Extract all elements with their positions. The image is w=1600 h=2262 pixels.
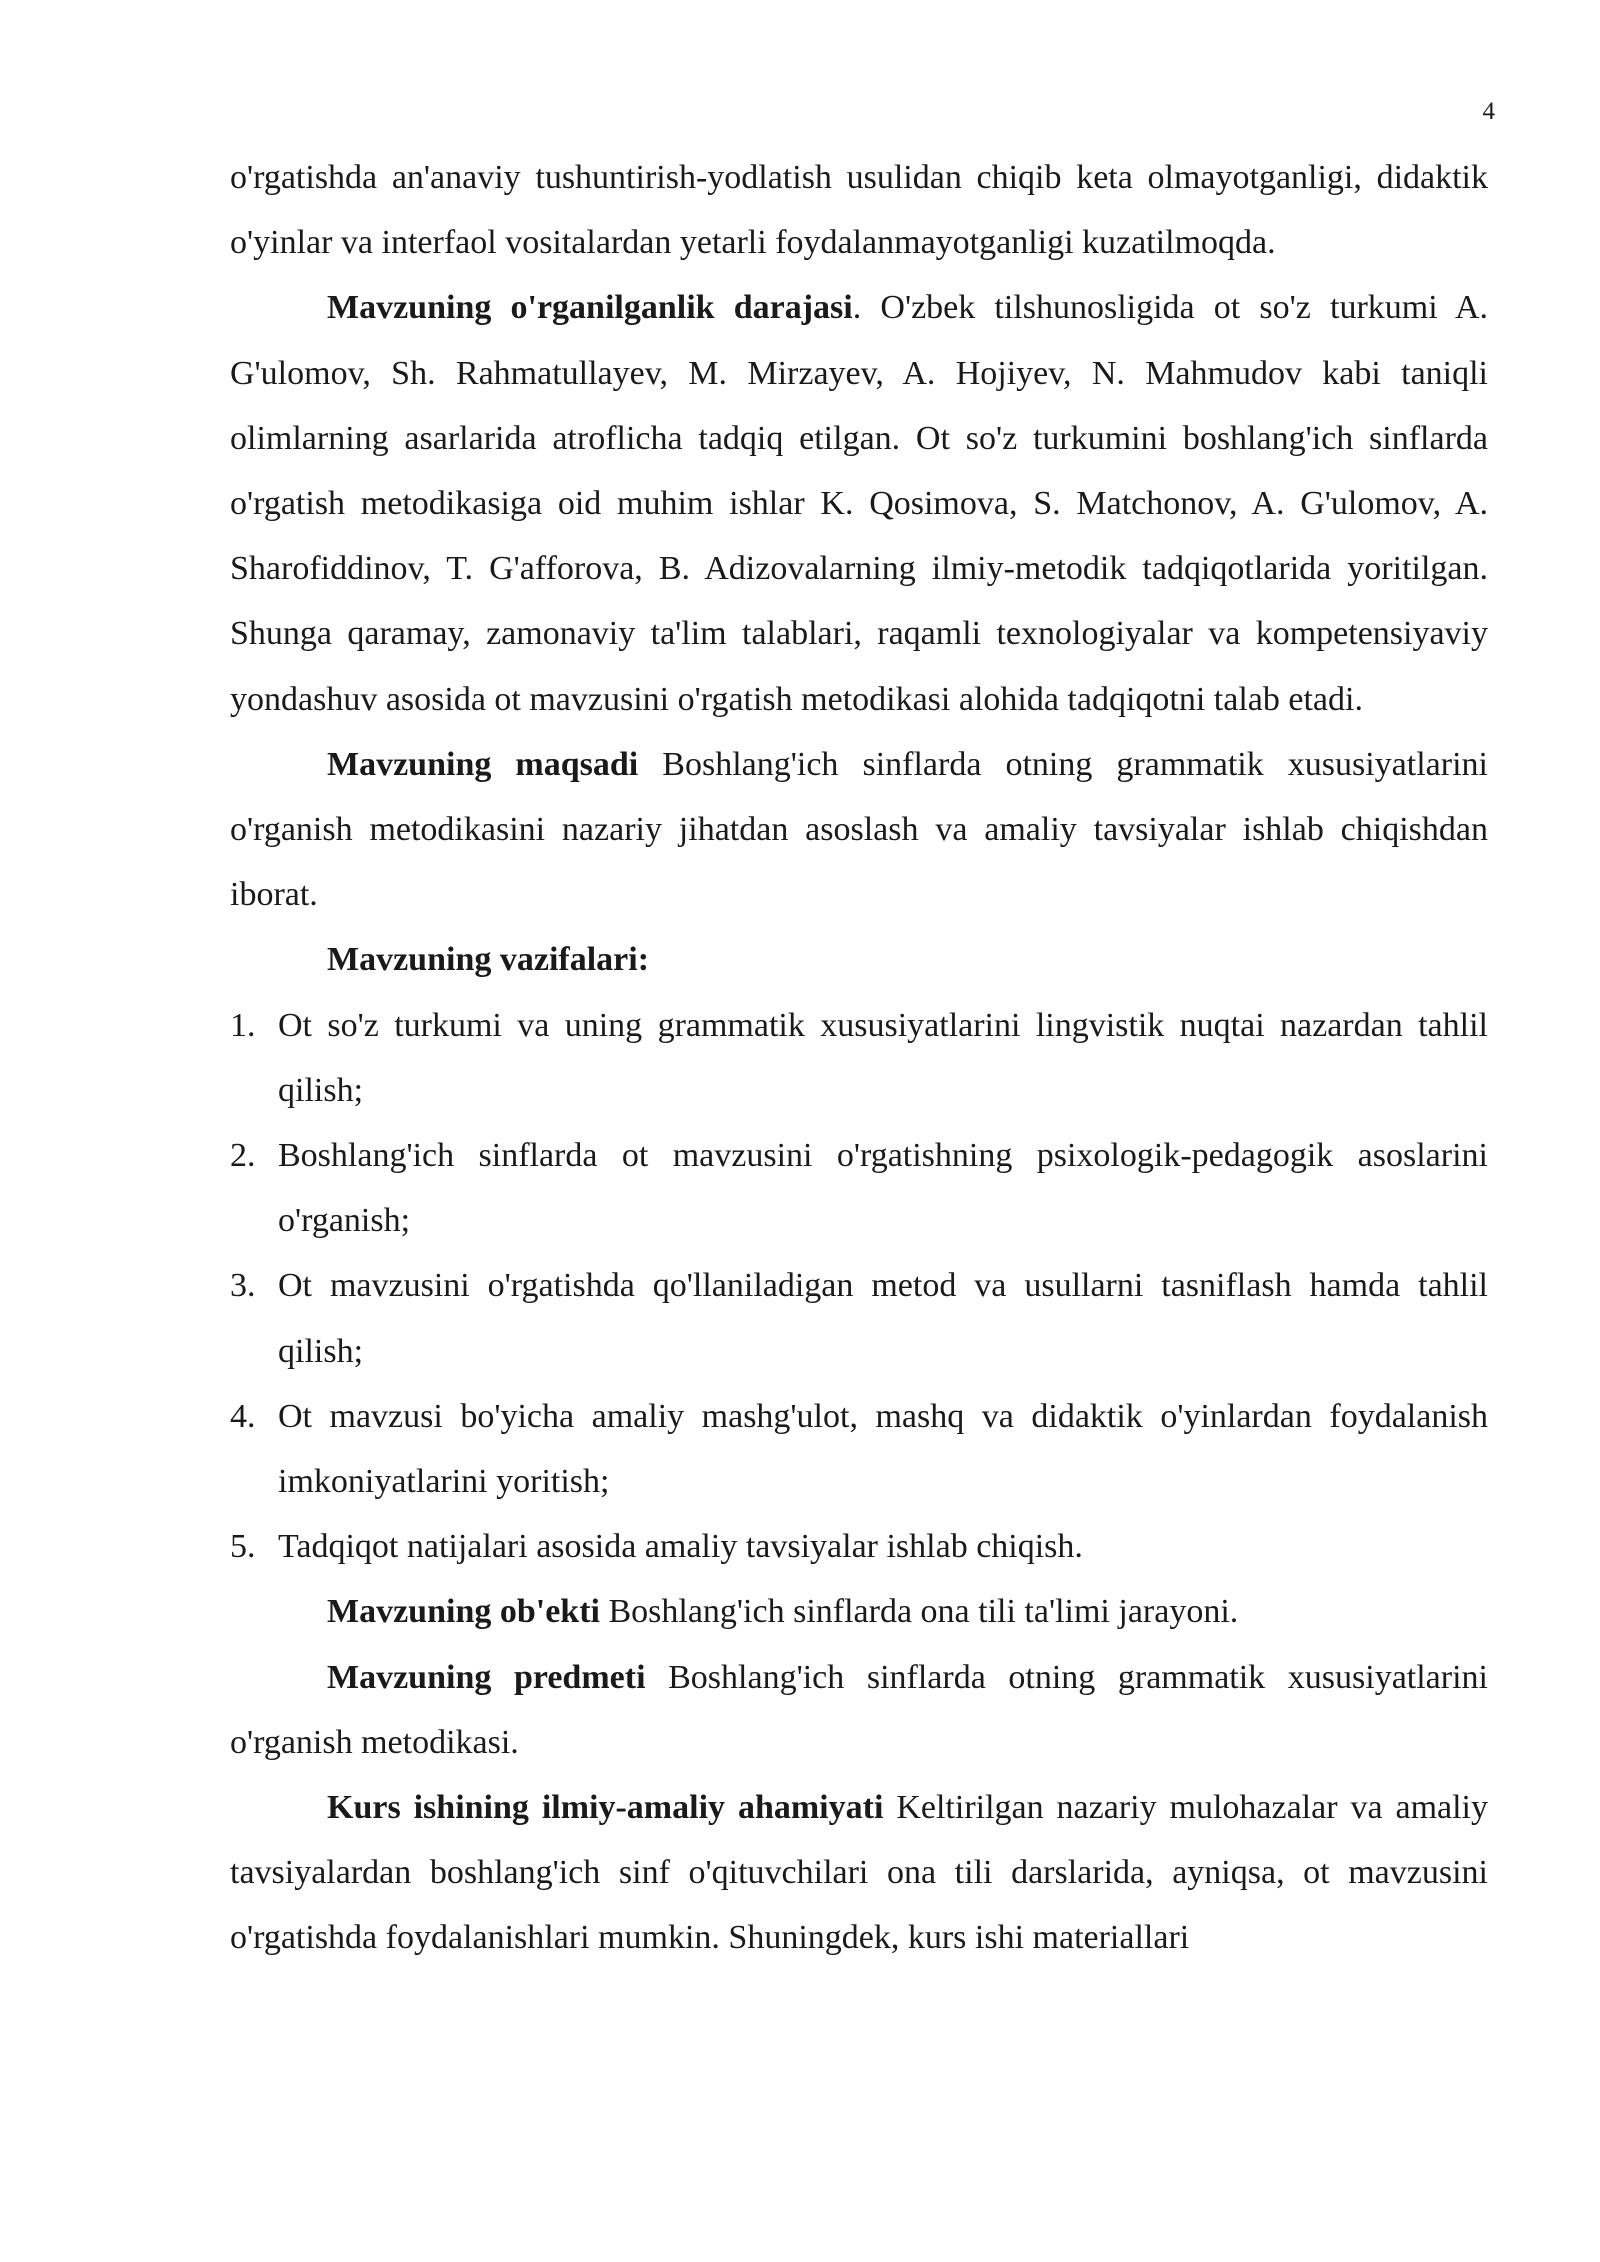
object-paragraph [230, 1579, 1488, 1644]
task-item-2 [230, 1123, 1488, 1253]
goal-text: Boshlang'ich sinflarda otning grammatik xususiyatlarini o'rganish metodikasini nazariy jihatdan asoslash va amaliy tavsiyalar ishlab chiqishdan iborat. [230, 745, 1488, 914]
task-text: Ot mavzusini o'rgatishda qo'llaniladigan metod va usullarni tasniflash hamda tahlil qilish; [278, 1267, 1488, 1370]
task-number: 5. [230, 1528, 256, 1566]
tasks-heading: Mavzuning vazifalari: [327, 941, 650, 979]
goal-label: Mavzuning maqsadi [327, 745, 639, 783]
task-item-4 [230, 1384, 1488, 1514]
task-item-5 [230, 1514, 1488, 1579]
object-text: Boshlang'ich sinflarda ona tili ta'limi jarayoni. [599, 1593, 1239, 1631]
task-number: 4. [230, 1397, 256, 1435]
task-item-3 [230, 1253, 1488, 1383]
task-text: Boshlang'ich sinflarda ot mavzusini o'rgatishning psixologik-pedagogik asoslarini o'rganish; [278, 1137, 1488, 1240]
task-text: Ot mavzusi bo'yicha amaliy mashg'ulot, mashq va didaktik o'yinlardan foydalanish imkoniyatlarini yoritish; [278, 1397, 1488, 1501]
task-number: 2. [230, 1137, 256, 1175]
tasks-list [230, 993, 1488, 1580]
significance-label: Kurs ishining ilmiy-amaliy ahamiyati [327, 1789, 884, 1827]
object-label: Mavzuning ob'ekti [327, 1593, 600, 1631]
study-level-text: . O'zbek tilshunosligida ot so'z turkumi A. G'ulomov, Sh. Rahmatullayev, M. Mirzayev, A. Hojiyev, N. Mahmudov kabi taniqli olimlarning asarlarida atroflicha tadqiq etilgan. Ot so'z turkumini boshlang'ich sinflarda o'rgatish metodikasiga oid muhim ishlar K. Qosimova, S. Matchonov, A. G'ulomov, A. Sharofiddinov, T. G'afforova, B. Adizovalarning ilmiy-metodik tadqiqotlarida yoritilgan. Shunga qaramay, zamonaviy ta'lim talablari, raqamli texnologiyalar va kompetensiyaviy yondashuv asosida ot mavzusini o'rgatish metodikasi alohida tadqiqotni talab etadi. [230, 289, 1489, 718]
subject-label: Mavzuning predmeti [327, 1658, 646, 1696]
task-item-1 [230, 993, 1488, 1123]
subject-paragraph [230, 1645, 1488, 1775]
task-number: 1. [230, 1006, 256, 1044]
task-text: Tadqiqot natijalari asosida amaliy tavsiyalar ishlab chiqish. [278, 1528, 1083, 1566]
intro-paragraph: o'rgatishda an'anaviy tushuntirish-yodlatish usulidan chiqib keta olmayotganligi, didaktik o'yinlar va interfaol vositalardan yetarli foydalanmayotganligi kuzatilmoqda. [230, 159, 1488, 262]
page-number: 4 [1482, 98, 1495, 125]
study-level-paragraph [230, 275, 1488, 731]
subject-text: Boshlang'ich sinflarda otning grammatik xususiyatlarini o'rganish metodikasi. [230, 1658, 1488, 1761]
goal-paragraph [230, 732, 1488, 928]
study-level-label: Mavzuning o'rganilganlik darajasi [327, 289, 853, 327]
task-number: 3. [230, 1267, 256, 1305]
significance-paragraph [230, 1775, 1488, 1971]
task-text: Ot so'z turkumi va uning grammatik xususiyatlarini lingvistik nuqtai nazardan tahlil qilish; [278, 1006, 1488, 1109]
significance-text: Keltirilgan nazariy mulohazalar va amaliy tavsiyalardan boshlang'ich sinf o'qituvchilari ona tili darslarida, ayniqsa, ot mavzusini o'rgatishda foydalanishlari mumkin. Shuningdek, kurs ishi materiallari [230, 1789, 1489, 1957]
document-body [230, 145, 1488, 1971]
